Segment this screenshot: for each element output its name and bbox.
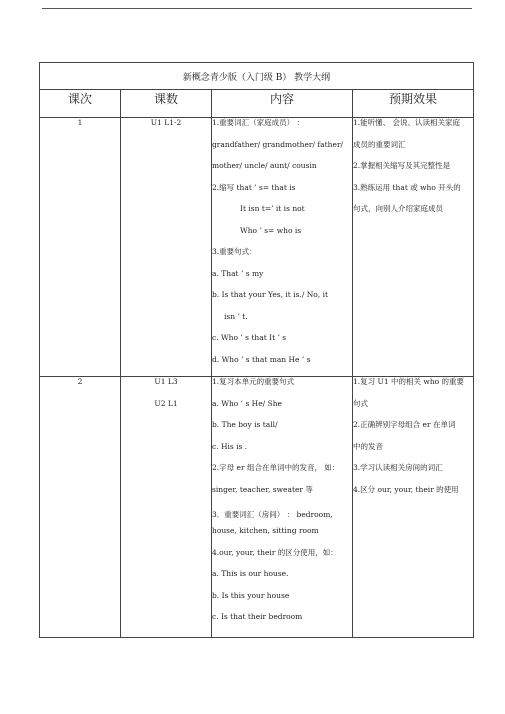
content-line: d. Who ’ s that man He ’ s <box>212 354 311 364</box>
effect-line: 3.学习认读相关房间的词汇 <box>353 463 443 472</box>
effect-line: 成员的重要词汇 <box>353 139 406 149</box>
table-row <box>40 118 474 377</box>
content-line: c. Who ’ s that It ’ s <box>212 333 287 342</box>
page-top-rule <box>42 8 472 9</box>
content-line: house, kitchen, sitting room <box>212 526 319 535</box>
content-line: 3.重要句式： <box>212 247 257 256</box>
effect-line: 4.区分 our, your, their 的使用 <box>353 484 459 494</box>
content-line: a. This is our house. <box>212 569 289 578</box>
effect-line: 中的发音 <box>353 441 383 451</box>
lesson-cell <box>121 377 212 638</box>
content-line: b. The boy is tall/ <box>212 420 278 429</box>
column-header-lesson: 课数 <box>121 90 212 118</box>
lesson-label: U1 L3 <box>154 377 178 386</box>
content-line: mother/ uncle/ aunt/ cousin <box>212 161 317 170</box>
lesson-cell <box>121 118 212 377</box>
column-header-session: 课次 <box>40 90 121 118</box>
effect-line: 1.复习 U1 中的相关 who 的重要 <box>353 377 465 386</box>
content-cell <box>212 118 353 377</box>
effect-line: 2.掌握相关缩写及其完整性是 <box>353 161 451 170</box>
effect-line: 1.能听懂、 会说、认读相关家庭 <box>353 118 461 127</box>
lesson-label: U1 L1-2 <box>150 118 182 127</box>
table-row <box>40 377 474 638</box>
effect-line: 2.正确辨别字母组合 er 在单词 <box>353 420 456 429</box>
content-line: 2.字母 er 组合在单词中的发音， 如： <box>212 463 340 472</box>
content-line: Who ’ s= who is <box>240 225 302 235</box>
lesson-label: U2 L1 <box>154 398 178 408</box>
content-line: It isn t=’ it is not <box>240 204 305 213</box>
content-line: c. Is that their bedroom <box>212 612 303 621</box>
content-line: singer, teacher, sweater 等 <box>212 484 313 494</box>
content-line: grandfather/ grandmother/ father/ <box>212 139 344 149</box>
content-cell <box>212 377 353 638</box>
content-line: 1.重要词汇（家庭成员） ： <box>212 118 305 127</box>
syllabus-table <box>39 62 474 638</box>
session-number: 2 <box>40 377 121 638</box>
content-line: b. Is that your Yes, it is./ No, it <box>212 290 328 299</box>
table-header-row <box>40 90 474 118</box>
content-line: 4.our, your, their 的区分使用，如： <box>212 547 338 557</box>
effect-cell <box>353 377 474 638</box>
column-header-content: 内容 <box>212 90 353 118</box>
content-line: c. His is . <box>212 441 248 451</box>
content-line: 1.复习本单元的重要句式 <box>212 377 295 386</box>
session-number: 1 <box>40 118 121 377</box>
effect-line: 句式 <box>353 398 368 408</box>
effect-line: 3.熟练运用 that 或 who 开头的 <box>353 182 461 192</box>
content-line: 3．重要词汇（房间） ： bedroom, <box>212 510 333 519</box>
content-line: a. Who ’ s He/ She <box>212 398 282 408</box>
content-line: isn ’ t. <box>224 311 248 321</box>
content-line: a. That ’ s my <box>212 268 264 278</box>
content-line: 2.缩写 that ’ s= that is <box>212 182 296 192</box>
effect-cell <box>353 118 474 377</box>
column-header-expected-effect: 预期效果 <box>353 90 474 118</box>
effect-line: 句式，向别人介绍家庭成员 <box>353 204 443 213</box>
table-title: 新概念青少版（入门级 B） 教学大纲 <box>40 63 474 90</box>
content-line: b. Is this your house <box>212 590 290 600</box>
